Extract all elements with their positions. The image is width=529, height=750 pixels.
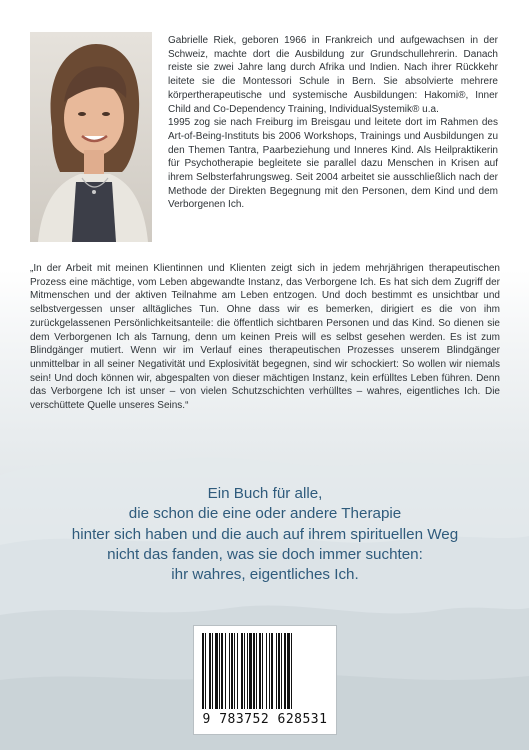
author-quote: „In der Arbeit mit meinen Klientinnen und Klienten zeigt sich in jedem mehrjährigen therapeutischen Prozess eine mächtige, vom Leben abgewandte Instanz, das Verborgene Ich. Es hat sich dem Zugriff der Mitmenschen und der aktiven Teilnahme am Leben entzogen. Und doch bestimmt es unsichtbar und selbstvergessen unser alltägliches Tun. Ohne dass wir es bemerken, dirigiert es die von ihm zurückgelassenen Persönlichkeitsanteile: die öffentlich sichtbaren Personen und das Kind. So dienen sie dem Verborgenen Ich als Tarnung, denn um keinen Preis will es selbst gesehen werden. Es ist zum Blindgänger mutiert. Wenn wir im Verlauf eines therapeutischen Prozesses unserem Blindgänger unmittelbar in all seiner Negativität und Explosivität begegnen, sind wir schockiert: So wollen wir niemals sein! Und doch können wir, abgespalten von dieser mächtigen Instanz, kein erfülltes Leben führen. Denn das Verborgene Ich ist unser – von vielen Schutzschichten verhülltes – wahres, eigentliches Ich. Die verschüttete Quelle unseres Seins.“ [30, 263, 500, 412]
tagline-line-5: ihr wahres, eigentliches Ich. [171, 566, 359, 584]
author-biography [168, 34, 498, 212]
isbn-digits: 9 783752 628531 [202, 712, 328, 727]
book-tagline [30, 484, 500, 585]
isbn-barcode [193, 625, 337, 735]
tagline-line-4: nicht das fanden, was sie doch immer suchten: [107, 545, 423, 563]
tagline-line-1: Ein Buch für alle, [207, 485, 323, 502]
barcode-bars-icon [202, 633, 328, 709]
tagline-line-3: hinter sich haben und die auch auf ihrem spirituellen Weg [71, 525, 459, 543]
bio-paragraph-1: Gabrielle Riek, geboren 1966 in Frankreich und aufgewachsen in der Schweiz, machte dort die Ausbildung zur Grundschullehrerin. Danach reiste sie zwei Jahre lang durch Afrika und Indien. Nach ihrer Rückkehr leitete sie die Montessori Schule in Bern. Sie absolvierte mehrere körpertherapeutische und systemische Ausbildungen: Hakomi®, Inner Child and Co-Dependency Training, IndividualSystemik® u.a. [168, 35, 498, 115]
author-portrait [30, 32, 152, 242]
bio-paragraph-2: 1995 zog sie nach Freiburg im Breisgau und leitete dort im Rahmen des Art-of-Being-Instituts bis 2006 Workshops, Trainings und Ausbildungen zu den Themen Tantra, Paarbeziehung und Inneres Kind. Als Heilpraktikerin für Psychotherapie begleitete sie parallel dazu Menschen in Krisen auf ihrem Selbsterfahrungsweg. Seit 2004 arbeitet sie ausschließlich nach der Methode der Direkten Begegnung mit den Personen, dem Kind und dem Verborgenen Ich. [168, 117, 498, 211]
tagline-line-2: die schon die eine oder andere Therapie [128, 505, 402, 523]
